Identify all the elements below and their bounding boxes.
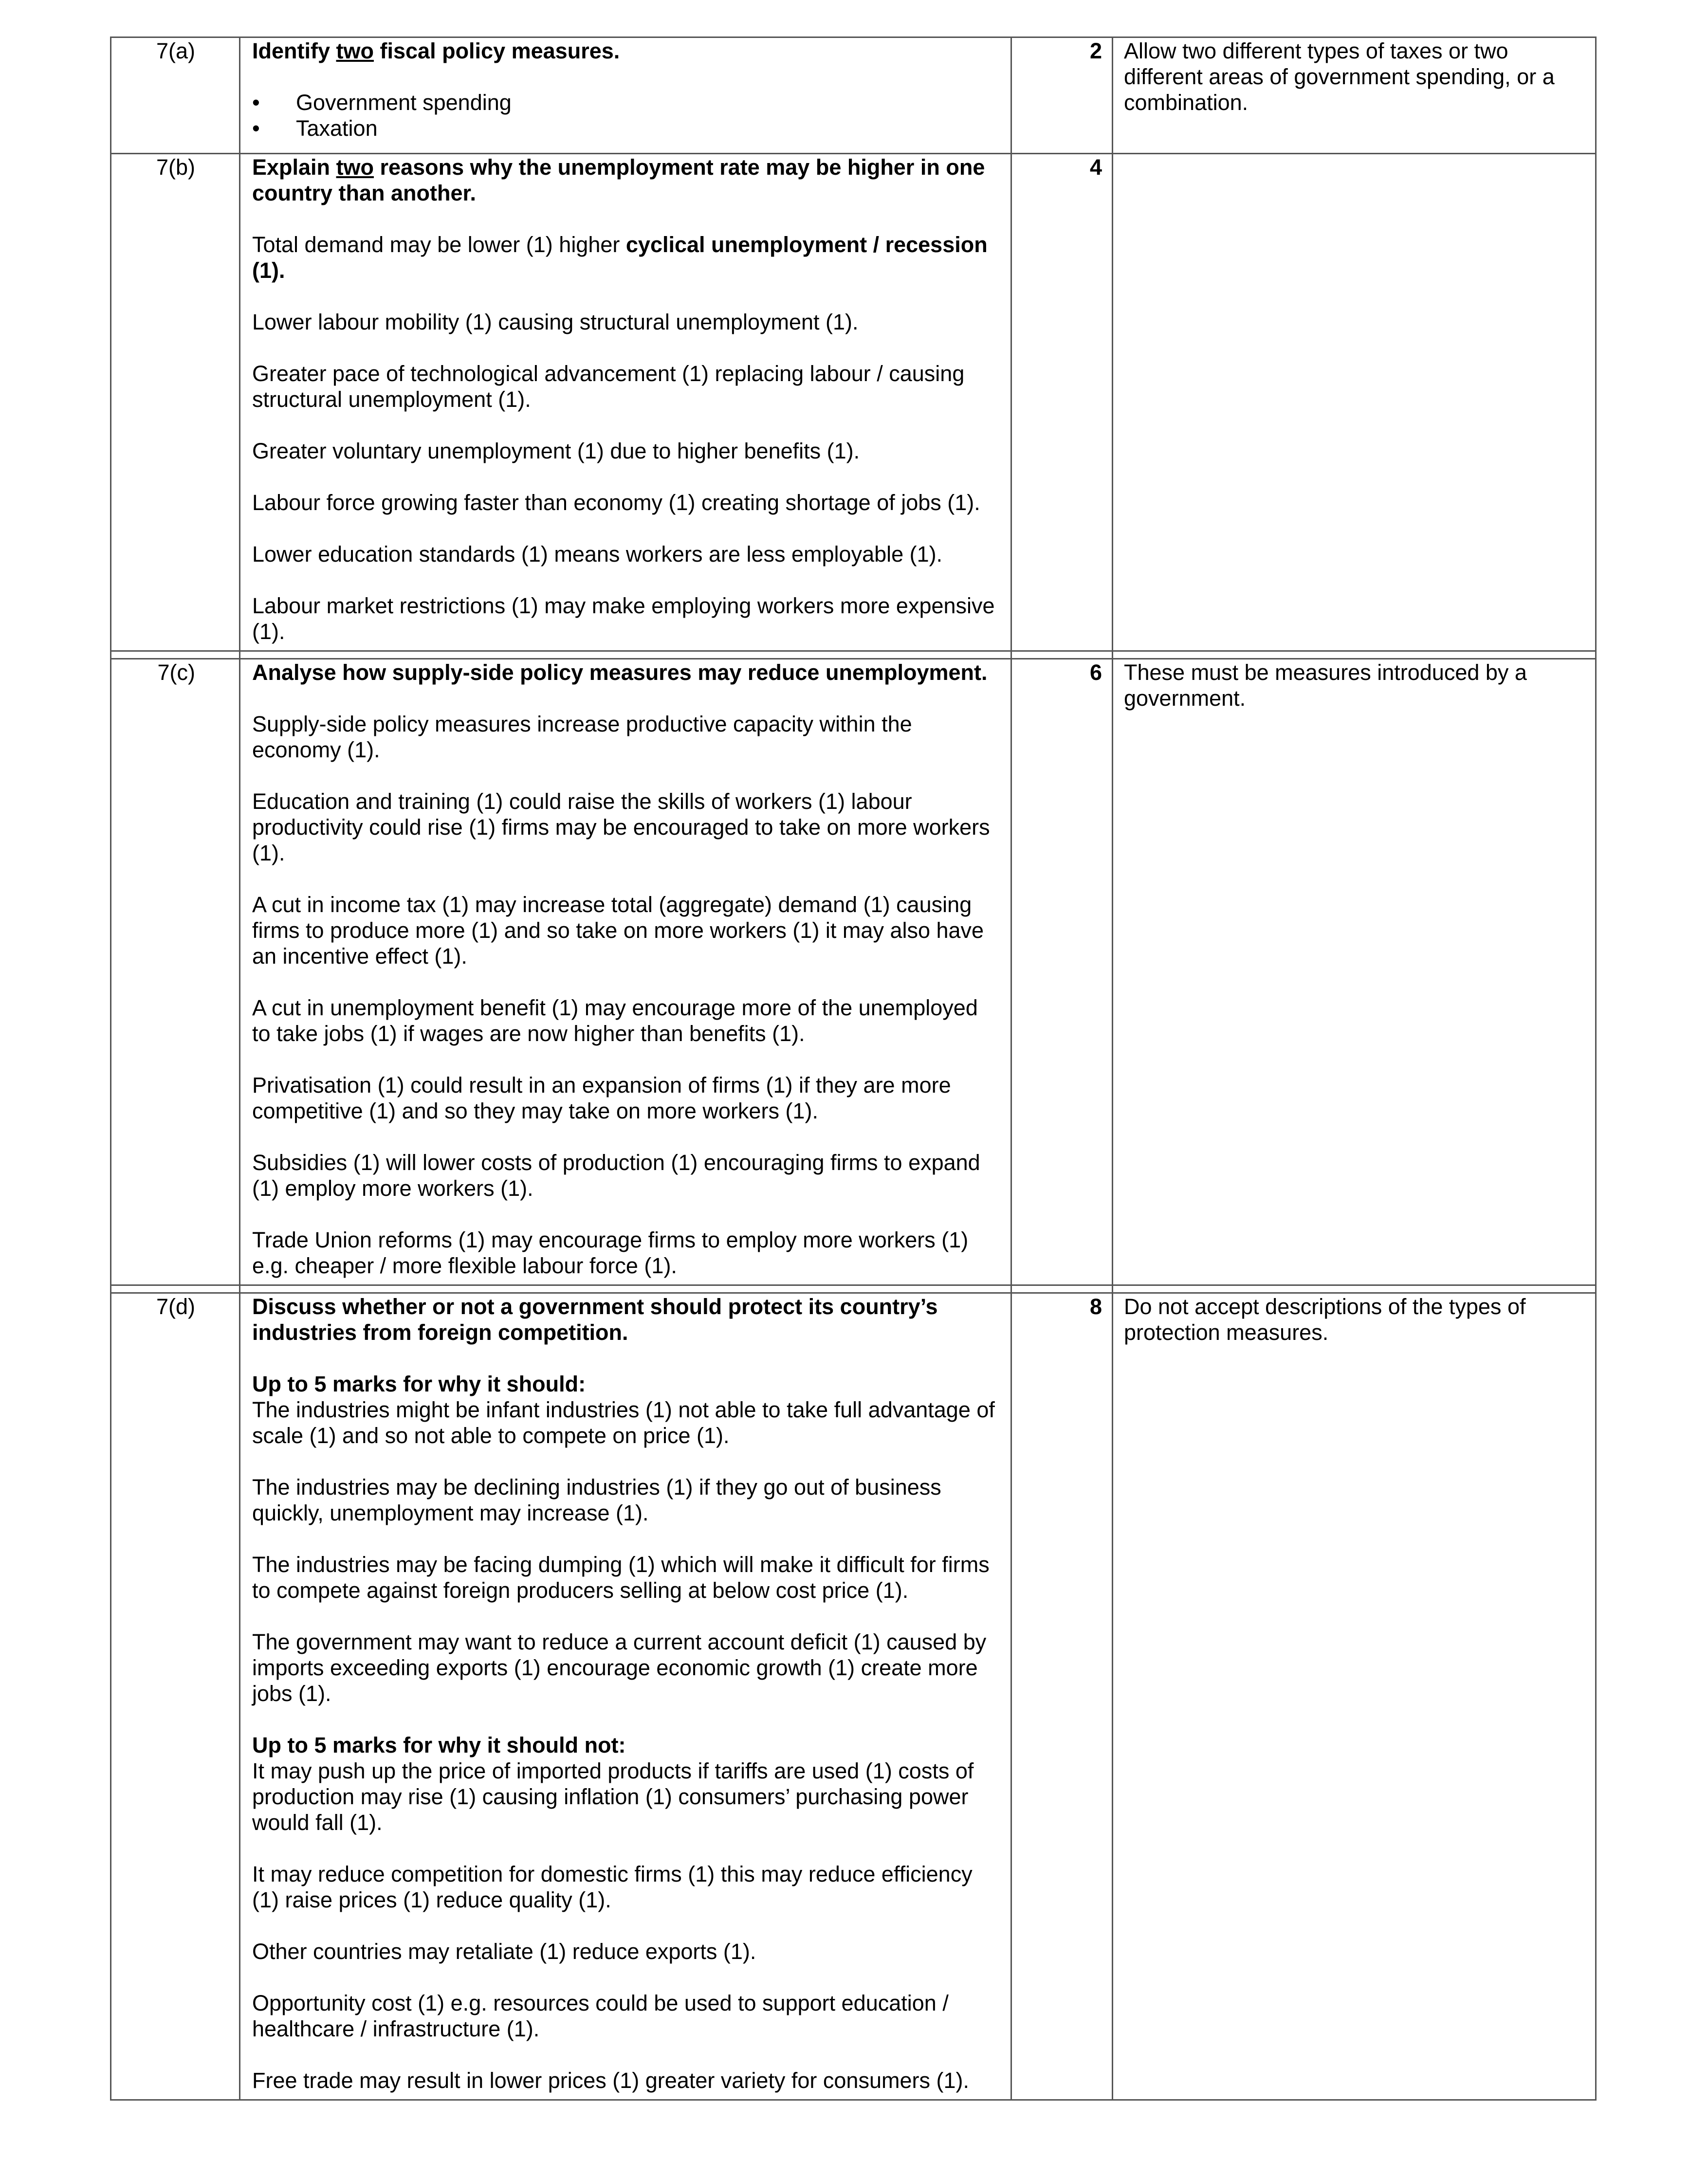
question-emphasis: two (336, 155, 374, 180)
answer-point: Other countries may retaliate (1) reduce exports (1). (252, 1939, 756, 1964)
answer-cell (240, 1293, 1011, 2100)
table-row-7a (111, 37, 1596, 154)
question-number: 7(d) (111, 1293, 240, 2100)
answer-point: The industries may be facing dumping (1) which will make it difficult for firms to compete against foreign producers selling at below cost price (1). (252, 1552, 990, 1603)
question-text (252, 38, 999, 64)
guidance-text (1113, 154, 1596, 651)
question-text-part: Explain (252, 155, 336, 180)
answer-point: Free trade may result in lower prices (1) greater variety for consumers (1). (252, 2068, 969, 2093)
answer-point: Supply-side policy measures increase productive capacity within the economy (1). (252, 712, 912, 762)
guidance-text: Do not accept descriptions of the types of protection measures. (1113, 1293, 1596, 2100)
question-text (252, 154, 999, 206)
answer-point: A cut in income tax (1) may increase total (aggregate) demand (1) causing firms to produce more (1) and so take on more workers (1) it may also have an incentive effect (1). (252, 892, 984, 969)
question-number: 7(c) (111, 659, 240, 1285)
question-text-part: Identify (252, 38, 336, 63)
question-emphasis: two (336, 38, 374, 63)
table-row-7c (111, 659, 1596, 1285)
answer-point: Trade Union reforms (1) may encourage firms to employ more workers (1) e.g. cheaper / more flexible labour force (1). (252, 1227, 969, 1278)
answer-point: Greater pace of technological advancement (1) replacing labour / causing structural unemployment (1). (252, 361, 965, 412)
answer-point: The industries may be declining industries (1) if they go out of business quickly, unemployment may increase (1). (252, 1475, 941, 1525)
answer-point: Privatisation (1) could result in an expansion of firms (1) if they are more competitive (1) and so they may take on more workers (1). (252, 1073, 951, 1123)
answer-point: Greater voluntary unemployment (1) due to higher benefits (1). (252, 439, 860, 463)
table-row-7b (111, 154, 1596, 651)
answer-point: The industries might be infant industries (1) not able to take full advantage of scale (1) and so not able to compete on price (1). (252, 1397, 995, 1448)
answer-point: Education and training (1) could raise the skills of workers (1) labour productivity could rise (1) firms may be encouraged to take on more workers (1). (252, 789, 990, 865)
answer-point: It may reduce competition for domestic firms (1) this may reduce efficiency (1) raise prices (1) reduce quality (1). (252, 1862, 973, 1912)
answer-emphasis: cyclical unemployment / recession (1). (252, 232, 988, 283)
question-text: Discuss whether or not a government should protect its country’s industries from foreign competition. (252, 1294, 938, 1345)
answer-cell (240, 659, 1011, 1285)
answer-point: Labour market restrictions (1) may make employing workers more expensive (1). (252, 593, 995, 644)
list-item: • Taxation (252, 115, 999, 141)
answer-point: Lower labour mobility (1) causing structural unemployment (1). (252, 310, 859, 334)
question-number: 7(a) (111, 37, 240, 154)
list-item: • Government spending (252, 90, 999, 115)
marks-value: 4 (1011, 154, 1113, 651)
guidance-text: Allow two different types of taxes or two different areas of government spending, or a combination. (1113, 37, 1596, 154)
question-text: Analyse how supply-side policy measures may reduce unemployment. (252, 660, 988, 685)
answer-point: Opportunity cost (1) e.g. resources could be used to support education / healthcare / infrastructure (1). (252, 1991, 949, 2041)
answer-bullet-list (252, 90, 999, 141)
answer-point: The government may want to reduce a current account deficit (1) caused by imports exceeding exports (1) encourage economic growth (1) create more jobs (1). (252, 1629, 987, 1706)
mark-scheme-table (110, 37, 1597, 2101)
answer-text: Total demand may be lower (1) higher (252, 232, 626, 257)
marks-value: 2 (1011, 37, 1113, 154)
question-text-part: reasons why the unemployment rate may be higher in one country than another. (252, 155, 985, 205)
guidance-text: These must be measures introduced by a government. (1113, 659, 1596, 1285)
marks-value: 8 (1011, 1293, 1113, 2100)
answer-cell (240, 154, 1011, 651)
answer-cell (240, 37, 1011, 154)
answer-point: Lower education standards (1) means workers are less employable (1). (252, 542, 943, 567)
mark-scheme-page (110, 37, 1595, 2101)
row-divider (111, 651, 1596, 659)
marks-value: 6 (1011, 659, 1113, 1285)
table-row-7d (111, 1293, 1596, 2100)
section-heading-should-not: Up to 5 marks for why it should not: (252, 1733, 626, 1757)
answer-point: A cut in unemployment benefit (1) may encourage more of the unemployed to take jobs (1) if wages are now higher than benefits (1). (252, 995, 978, 1046)
answer-point: Subsidies (1) will lower costs of production (1) encouraging firms to expand (1) employ more workers (1). (252, 1150, 980, 1201)
question-number: 7(b) (111, 154, 240, 651)
answer-point (252, 232, 999, 283)
answer-point: It may push up the price of imported products if tariffs are used (1) costs of production may rise (1) causing inflation (1) consumers’ purchasing power would fall (1). (252, 1758, 974, 1835)
answer-point: Labour force growing faster than economy (1) creating shortage of jobs (1). (252, 490, 980, 515)
question-text-part: fiscal policy measures. (374, 38, 620, 63)
section-heading-should: Up to 5 marks for why it should: (252, 1372, 586, 1396)
row-divider (111, 1285, 1596, 1293)
